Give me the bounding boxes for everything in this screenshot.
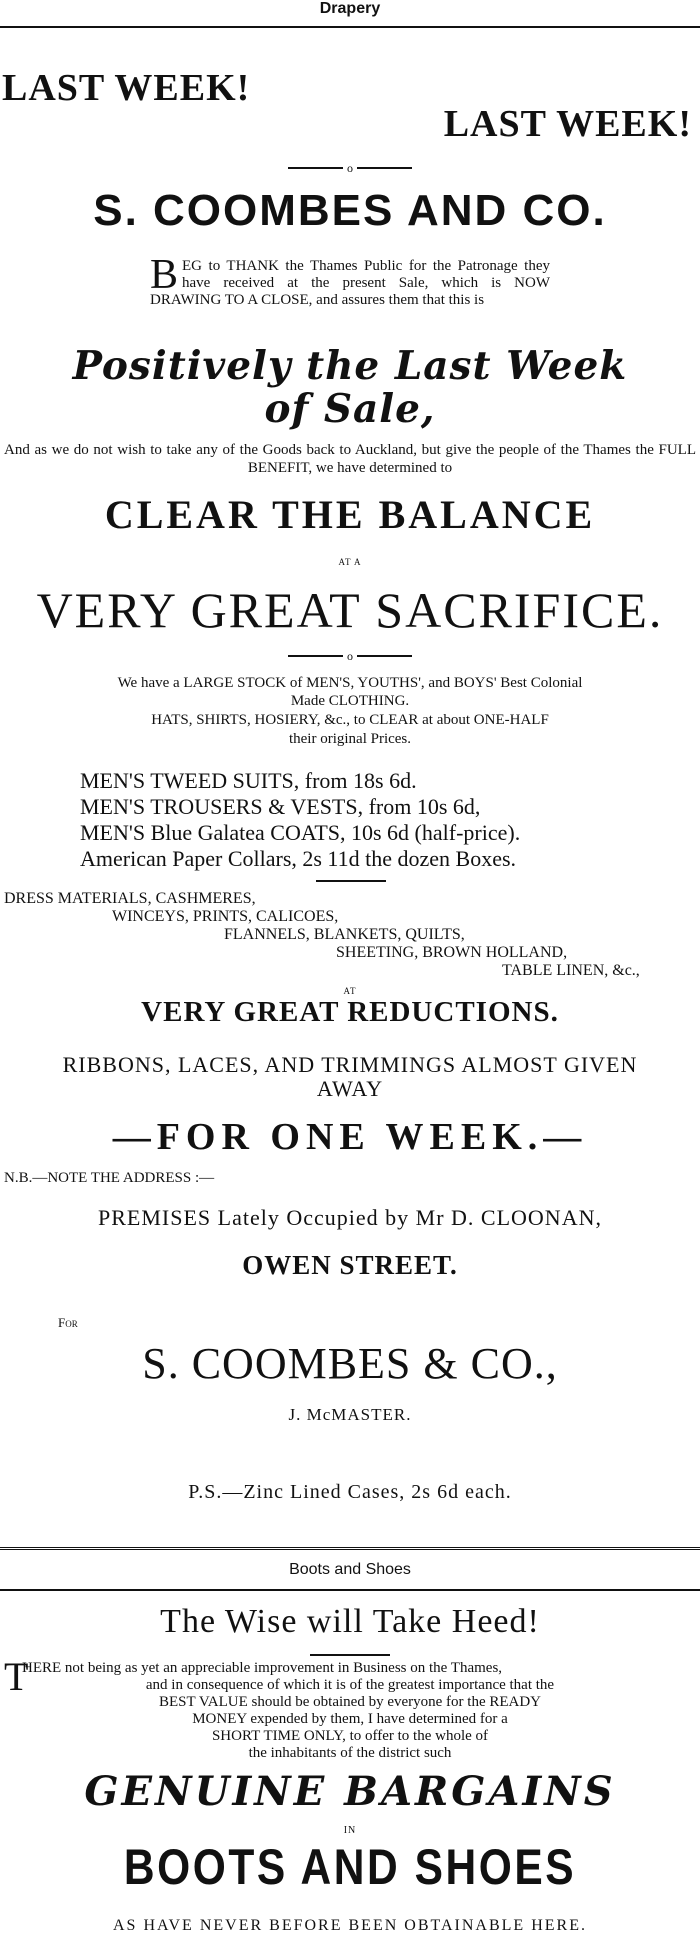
- firm-name: S. COOMBES AND CO.: [93, 186, 607, 235]
- thanks-text: EG to THANK the Thames Public for the Patronage they have received at the present Sale, which is NOW DRAWING TO A CLOSE, and assures them that this is: [150, 258, 550, 308]
- for-one-week: —FOR ONE WEEK.—: [112, 1116, 588, 1158]
- dress-line-1: DRESS MATERIALS, CASHMERES,: [4, 890, 256, 907]
- dress-line-3: FLANNELS, BLANKETS, QUILTS,: [224, 926, 465, 943]
- very-great-sacrifice: VERY GREAT SACRIFICE.: [36, 582, 664, 638]
- nb-note: N.B.—NOTE THE ADDRESS :—: [4, 1170, 215, 1186]
- dress-line-4: SHEETING, BROWN HOLLAND,: [336, 944, 568, 961]
- very-great-reductions: VERY GREAT REDUCTIONS.: [141, 996, 559, 1028]
- ribbons-line-2: AWAY: [316, 1076, 384, 1101]
- clear-the-balance: CLEAR THE BALANCE: [104, 492, 596, 537]
- list-item: MEN'S TROUSERS & VESTS, from 10s 6d,: [80, 794, 481, 819]
- genuine-bargains: GENUINE BARGAINS: [84, 1768, 616, 1815]
- list-item: MEN'S TWEED SUITS, from 18s 6d.: [80, 768, 417, 793]
- short-rule: [316, 880, 386, 882]
- in-label: IN: [343, 1825, 357, 1836]
- para-line: and in consequence of which it is of the greatest importance that the: [145, 1677, 555, 1693]
- mens-items-list: [80, 768, 520, 872]
- drop-cap: B: [150, 252, 179, 298]
- wise-paragraph: [4, 1654, 696, 1762]
- stock-line-1: We have a LARGE STOCK of MEN'S, YOUTHS', and BOYS' Best Colonial: [117, 675, 583, 691]
- manager-name: J. McMASTER.: [288, 1405, 412, 1424]
- para-line: HERE not being as yet an appreciable improvement in Business on the Thames,: [22, 1660, 503, 1676]
- stock-line-4: their original Prices.: [288, 731, 412, 747]
- premises-line: PREMISES Lately Occupied by Mr D. CLOONAN,: [98, 1205, 602, 1230]
- last-week-left: LAST WEEK!: [2, 67, 251, 109]
- para-line: the inhabitants of the district such: [248, 1745, 452, 1761]
- section-header-drapery: Drapery: [319, 0, 381, 17]
- stock-line-2: Made CLOTHING.: [290, 693, 410, 709]
- at-a-label: AT A: [338, 557, 362, 567]
- para-line: BEST VALUE should be obtained by everyone for the READY: [158, 1694, 542, 1710]
- dress-line-2: WINCEYS, PRINTS, CALICOES,: [112, 908, 339, 925]
- last-week-right: LAST WEEK!: [443, 103, 692, 145]
- list-item: MEN'S Blue Galatea COATS, 10s 6d (half-price).: [80, 820, 521, 845]
- owen-street: OWEN STREET.: [242, 1250, 458, 1280]
- section-header-boots: Boots and Shoes: [289, 1561, 411, 1578]
- at-label: AT: [343, 986, 357, 996]
- list-item: American Paper Collars, 2s 11d the dozen Boxes.: [80, 846, 517, 871]
- positively-headline: Positively the Last Week: [72, 343, 628, 389]
- ribbons-line-1: RIBBONS, LACES, AND TRIMMINGS ALMOST GIVEN: [62, 1052, 638, 1077]
- drop-cap: T: [4, 1654, 29, 1699]
- thanks-paragraph: [150, 252, 550, 309]
- boots-and-shoes-headline: BOOTS AND SHOES: [123, 1839, 577, 1895]
- stock-line-3: HATS, SHIRTS, HOSIERY, &c., to CLEAR at about ONE-HALF: [151, 712, 549, 728]
- firm-name-signature: S. COOMBES & CO.,: [142, 1339, 558, 1388]
- of-sale-headline: of Sale,: [264, 386, 436, 432]
- para-line: MONEY expended by them, I have determined for a: [192, 1711, 508, 1727]
- postscript: P.S.—Zinc Lined Cases, 2s 6d each.: [188, 1481, 512, 1503]
- dress-line-5: TABLE LINEN, &c.,: [502, 962, 640, 979]
- never-before-line: AS HAVE NEVER BEFORE BEEN OBTAINABLE HERE.: [113, 1917, 587, 1934]
- divider: [0, 26, 700, 28]
- auckland-paragraph: And as we do not wish to take any of the Goods back to Auckland, but give the people of the Thames the FULL BENEFIT, we have determined to: [4, 442, 696, 476]
- ornament-divider: o: [0, 648, 700, 664]
- divider: [0, 1589, 700, 1591]
- ornament-divider: o: [0, 160, 700, 176]
- wise-headline: The Wise will Take Heed!: [160, 1603, 540, 1640]
- double-divider: [0, 1547, 700, 1553]
- para-line: SHORT TIME ONLY, to offer to the whole of: [211, 1728, 489, 1744]
- short-rule: [310, 1654, 390, 1656]
- for-label: For: [58, 1315, 78, 1330]
